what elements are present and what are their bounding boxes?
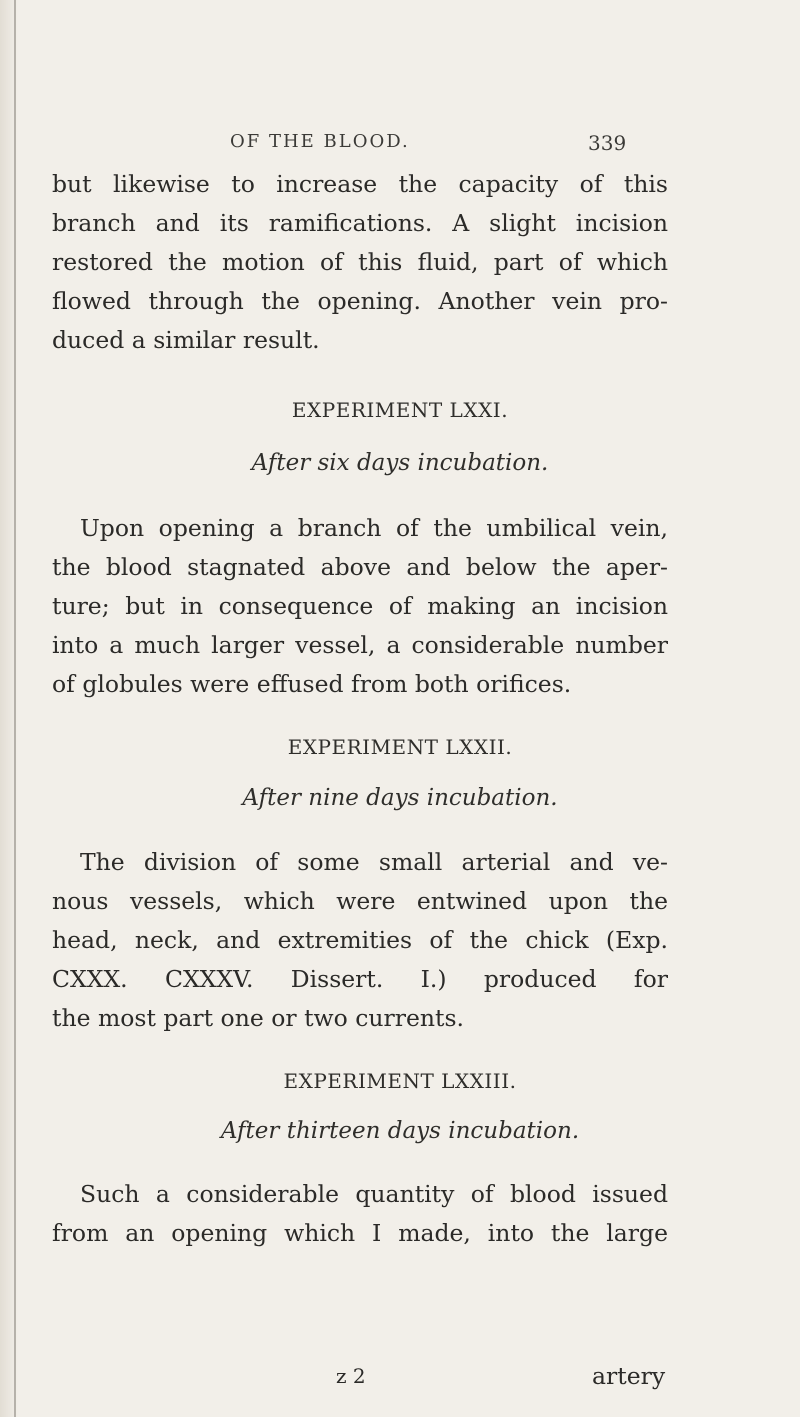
gutter-edge — [14, 0, 16, 1417]
text-line: of globules were effused from both orifices. — [52, 670, 572, 698]
text-line: The division of some small arterial and ve- — [80, 848, 668, 876]
text-line: into a much larger vessel, a considerable number — [52, 631, 668, 659]
text-line: duced a similar result. — [52, 326, 320, 354]
paragraph-continuation — [52, 165, 668, 360]
running-head: OF THE BLOOD. — [230, 131, 410, 152]
text-line: but likewise to increase the capacity of this — [52, 170, 668, 198]
catchword: artery — [592, 1362, 666, 1390]
experiment-71-heading: EXPERIMENT LXXI. — [291, 398, 509, 422]
text-line: head, neck, and extremities of the chick (Exp. — [52, 926, 668, 954]
text-line: Such a considerable quantity of blood issued — [80, 1180, 668, 1208]
text-line: ture; but in consequence of making an incision — [52, 592, 668, 620]
text-line: nous vessels, which were entwined upon the — [52, 887, 668, 915]
experiment-71-paragraph — [52, 509, 668, 704]
experiment-72-subheading: After nine days incubation. — [242, 785, 558, 811]
experiment-73-heading: EXPERIMENT LXXIII. — [283, 1069, 517, 1093]
text-line: the blood stagnated above and below the aper- — [52, 553, 668, 581]
experiment-72-heading: EXPERIMENT LXXII. — [287, 735, 513, 759]
text-line: flowed through the opening. Another vein pro- — [52, 287, 668, 315]
text-line: from an opening which I made, into the large — [52, 1219, 668, 1247]
text-line: CXXX. CXXXV. Dissert. I.) produced for — [52, 965, 668, 993]
experiment-73-subheading: After thirteen days incubation. — [220, 1118, 580, 1144]
experiment-73-paragraph — [52, 1175, 668, 1253]
text-line: restored the motion of this fluid, part of which — [52, 248, 668, 276]
text-line: the most part one or two currents. — [52, 1004, 465, 1032]
experiment-72-paragraph — [52, 843, 668, 1038]
text-line: Upon opening a branch of the umbilical vein, — [80, 514, 668, 542]
page-number: 339 — [588, 131, 627, 155]
signature-mark: z 2 — [336, 1364, 366, 1388]
experiment-71-subheading: After six days incubation. — [251, 450, 549, 476]
text-line: branch and its ramifications. A slight incision — [52, 209, 668, 237]
